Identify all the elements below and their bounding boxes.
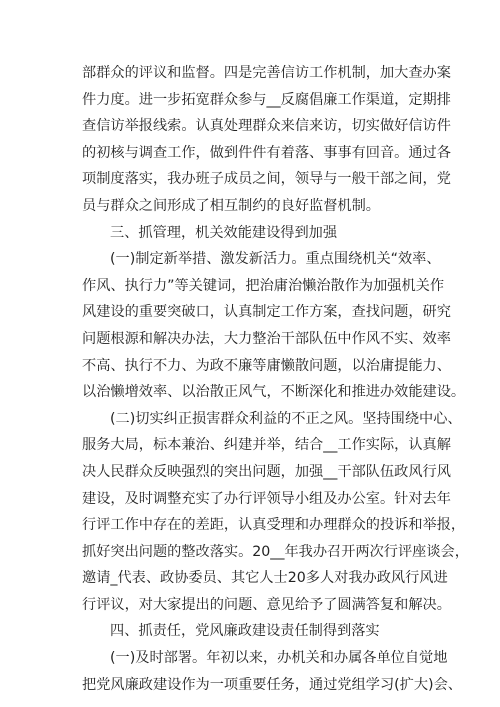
text-line: 四、抓责任，党风廉政建设责任制得到落实 bbox=[110, 623, 380, 640]
text-line: (一)及时部署。年初以来，办机关和办属各单位自觉地 bbox=[110, 650, 448, 667]
text-line: 邀请_代表、政协委员、其它人士20多人对我办政风行风进 bbox=[82, 570, 448, 587]
text-line: 行评议，对大家提出的问题、意见给予了圆满答复和解决。 bbox=[82, 596, 451, 613]
text-line: 抓好突出问题的整改落实。20__年我办召开两次行评座谈会， bbox=[82, 543, 469, 560]
text-line: 的初核与调查工作，做到件件有着落、事事有回音。通过各 bbox=[82, 144, 451, 161]
text-line: 部群众的评议和监督。四是完善信访工作机制，加大查办案 bbox=[82, 65, 451, 81]
text-line: 问题根源和解决办法，大力整治干部队伍中作风不实、效率 bbox=[82, 330, 451, 347]
text-line: 员与群众之间形成了相互制约的良好监督机制。 bbox=[82, 197, 380, 214]
text-line: 以治懒增效率、以治散正风气，不断深化和推进办效能建设。 bbox=[82, 384, 466, 401]
text-line: 查信访举报线索。认真处理群众来信来访，切实做好信访件 bbox=[82, 118, 451, 135]
text-line: 风建设的重要突破口，认真制定工作方案，查找问题，研究 bbox=[82, 304, 451, 321]
text-line: 件力度。进一步拓宽群众参与__反腐倡廉工作渠道，定期排 bbox=[82, 91, 451, 108]
text-line: 服务大局，标本兼治、纠建并举，结合__工作实际，认真解 bbox=[82, 437, 451, 454]
text-line: 作风、执行力”等关键词，把治庸治懒治散作为加强机关作 bbox=[82, 277, 445, 294]
text-line: 行评工作中存在的差距，认真受理和办理群众的投诉和举报， bbox=[82, 517, 466, 534]
text-line: 不高、执行不力、为政不廉等庸懒散问题，以治庸提能力、 bbox=[82, 357, 451, 374]
document-body bbox=[82, 60, 469, 698]
text-line: (一)制定新举措、激发新活力。重点围绕机关“效率、 bbox=[110, 251, 441, 268]
text-line: 建设，及时调整充实了办行评领导小组及办公室。针对去年 bbox=[82, 490, 451, 507]
text-line: 三、抓管理，机关效能建设得到加强 bbox=[110, 224, 338, 241]
text-line: 项制度落实，我办班子成员之间，领导与一般干部之间，党 bbox=[82, 171, 451, 188]
text-line: 把党风廉政建设作为一项重要任务，通过党组学习(扩大)会、 bbox=[82, 676, 462, 693]
text-line: (二)切实纠正损害群众利益的不正之风。坚持围绕中心、 bbox=[110, 410, 462, 427]
text-line: 决人民群众反映强烈的突出问题，加强__干部队伍政风行风 bbox=[82, 463, 451, 480]
